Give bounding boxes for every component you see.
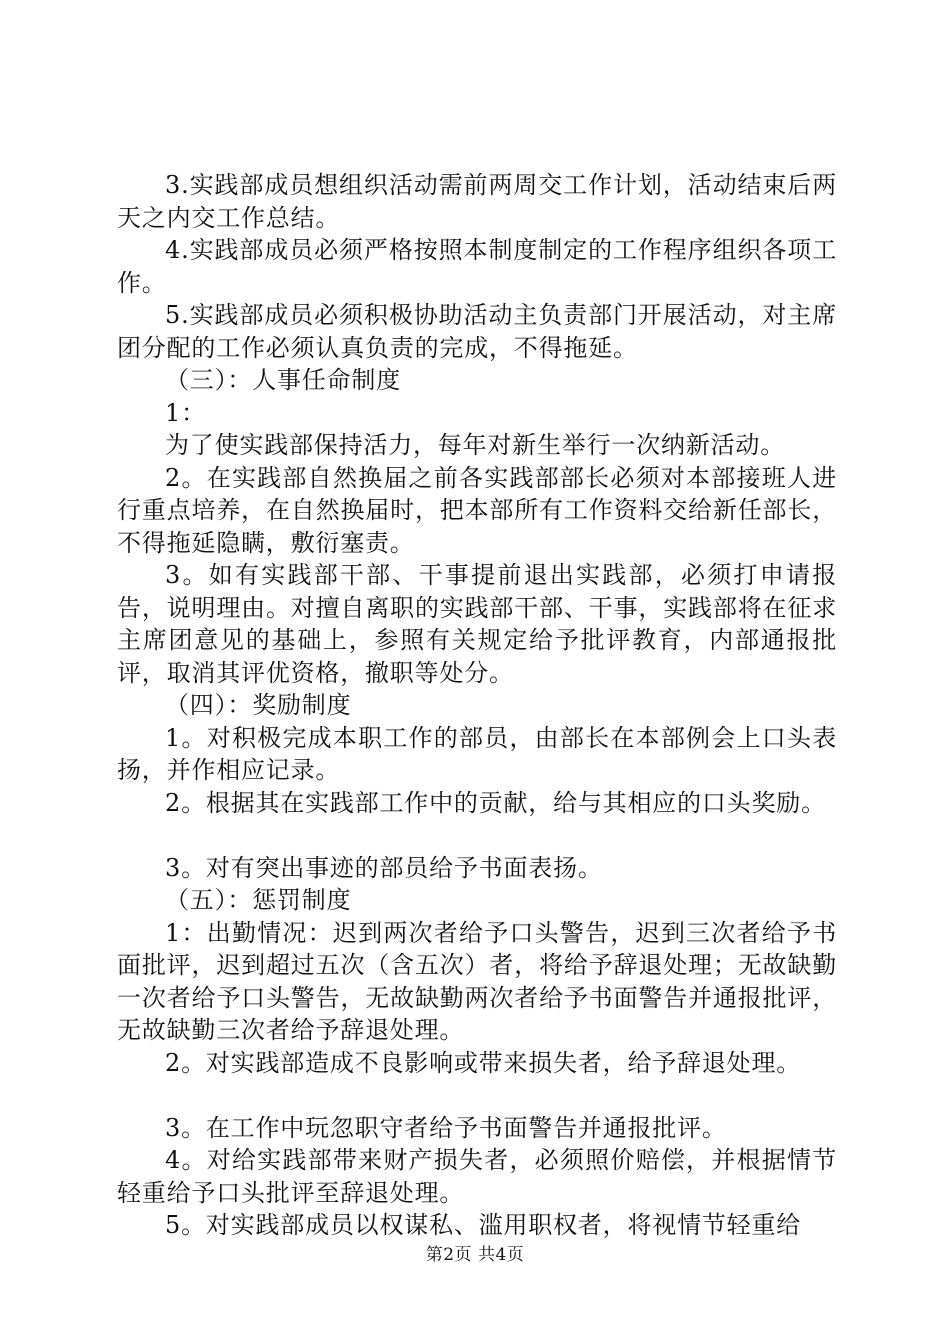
section-heading-3: （三）：人事任命制度: [165, 366, 401, 394]
section-heading-5: （五）：惩罚制度: [165, 886, 352, 914]
blank-line: [117, 1079, 837, 1112]
paragraph-11: 1：出勤情况：迟到两次者给予口头警告，迟到三次者给予书面批评，迟到超过五次（含五次）者，将给予辞退处理；无故缺勤一次者给予口头警告，无故缺勤两次者给予书面警告并通报批评，无故缺勤三次者给予辞退处理。: [117, 918, 837, 1044]
paragraph-9: 2。根据其在实践部工作中的贡献，给与其相应的口头奖励。: [165, 788, 826, 817]
paragraph-3: 5.实践部成员必须积极协助活动主负责部门开展活动，对主席团分配的工作必须认真负责的完成，不得拖延。: [117, 301, 837, 362]
section-heading-4: （四）：奖励制度: [165, 691, 352, 719]
paragraph-10: 3。对有突出事迹的部员给予书面表扬。: [165, 853, 603, 882]
paragraph-15: 5。对实践部成员以权谋私、滥用职权者，将视情节轻重给: [165, 1211, 802, 1239]
document-body: [117, 169, 837, 1242]
paragraph-4: 1：: [165, 398, 206, 427]
paragraph-13: 3。在工作中玩忽职守者给予书面警告并通报批评。: [165, 1113, 727, 1142]
paragraph-7: 3。如有实践部干部、干事提前退出实践部，必须打申请报告，说明理由。对擅自离职的实践部干部、干事，实践部将在征求主席团意见的基础上，参照有关规定给予批评教育，内部通报批评，取消其评优资格，撤职等处分。: [117, 561, 837, 687]
page-footer: 第2页 共4页: [425, 1245, 525, 1265]
paragraph-8: 1。对积极完成本职工作的部员，由部长在本部例会上口头表扬，并作相应记录。: [117, 723, 837, 784]
paragraph-14: 4。对给实践部带来财产损失者，必须照价赔偿，并根据情节轻重给予口头批评至辞退处理。: [117, 1146, 837, 1207]
blank-line: [117, 819, 837, 852]
paragraph-5: 为了使实践部保持活力，每年对新生举行一次纳新活动。: [165, 431, 785, 459]
paragraph-6: 2。在实践部自然换届之前各实践部部长必须对本部接班人进行重点培养，在自然换届时，把本部所有工作资料交给新任部长，不得拖延隐瞒，敷衍塞责。: [117, 463, 837, 557]
paragraph-12: 2。对实践部造成不良影响或带来损失者，给予辞退处理。: [165, 1048, 802, 1077]
paragraph-2: 4.实践部成员必须严格按照本制度制定的工作程序组织各项工作。: [117, 236, 837, 297]
paragraph-1: 3.实践部成员想组织活动需前两周交工作计划，活动结束后两天之内交工作总结。: [117, 171, 837, 232]
